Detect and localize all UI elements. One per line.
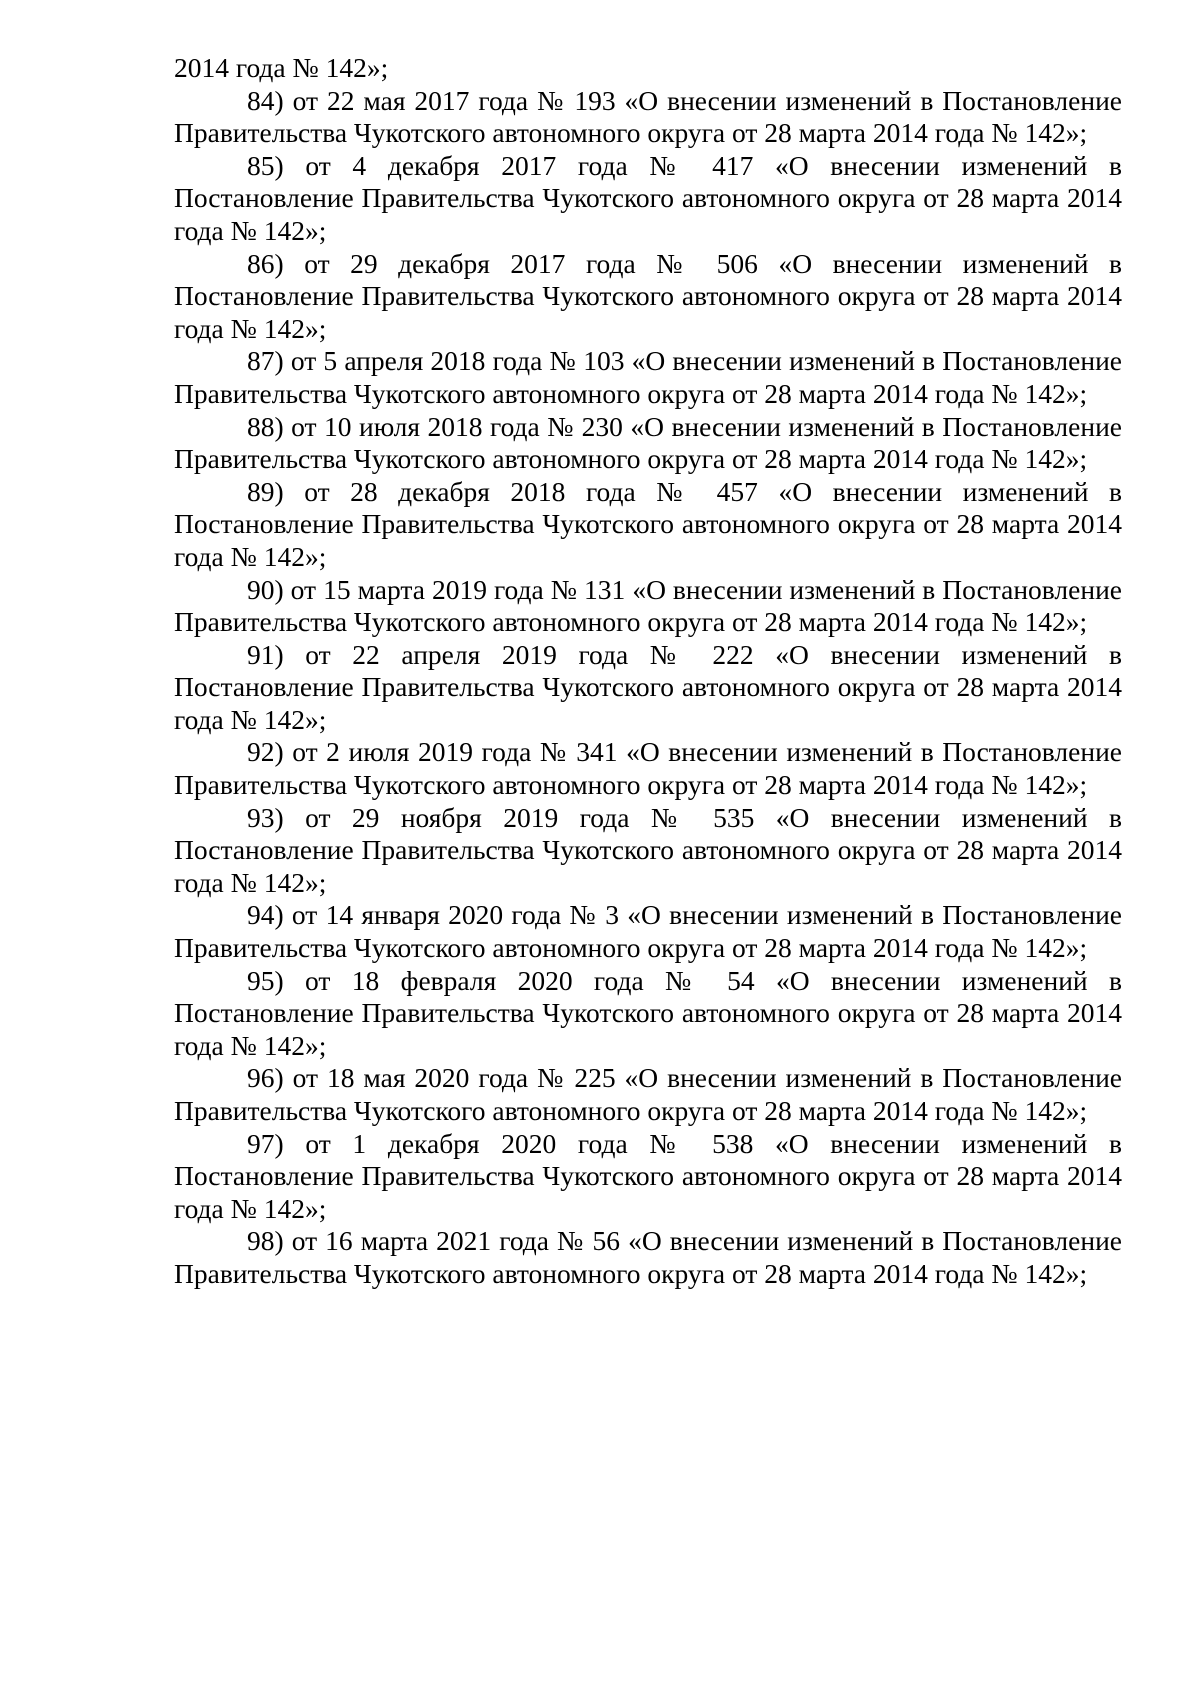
list-item-92: 92) от 2 июля 2019 года № 341 «О внесении изменений в Постановление Правительства Чукотского автономного округа от 28 марта 2014 года № 142»; <box>174 736 1122 801</box>
list-item-94: 94) от 14 января 2020 года № 3 «О внесении изменений в Постановление Правительства Чукотского автономного округа от 28 марта 2014 года № 142»; <box>174 899 1122 964</box>
list-item-90: 90) от 15 марта 2019 года № 131 «О внесении изменений в Постановление Правительства Чукотского автономного округа от 28 марта 2014 года № 142»; <box>174 573 1122 638</box>
list-item-86: 86) от 29 декабря 2017 года № 506 «О внесении изменений в Постановление Правительства Чукотского автономного округа от 28 марта 2014 года № 142»; <box>174 247 1122 344</box>
continuation-line: 2014 года № 142»; <box>174 52 389 83</box>
list-item-98: 98) от 16 марта 2021 года № 56 «О внесении изменений в Постановление Правительства Чукотского автономного округа от 28 марта 2014 года № 142»; <box>174 1225 1122 1289</box>
list-item-85: 85) от 4 декабря 2017 года № 417 «О внесении изменений в Постановление Правительства Чукотского автономного округа от 28 марта 2014 года № 142»; <box>174 149 1122 246</box>
list-item-96: 96) от 18 мая 2020 года № 225 «О внесении изменений в Постановление Правительства Чукотского автономного округа от 28 марта 2014 года № 142»; <box>174 1062 1122 1126</box>
list-item-89: 89) от 28 декабря 2018 года № 457 «О внесении изменений в Постановление Правительства Чукотского автономного округа от 28 марта 2014 года № 142»; <box>174 475 1122 572</box>
list-item-84: 84) от 22 мая 2017 года № 193 «О внесении изменений в Постановление Правительства Чукотского автономного округа от 28 марта 2014 года № 142»; <box>174 84 1122 149</box>
list-item-88: 88) от 10 июля 2018 года № 230 «О внесении изменений в Постановление Правительства Чукотского автономного округа от 28 марта 2014 года № 142»; <box>174 410 1122 475</box>
document-page <box>174 52 1122 1291</box>
list-item-93: 93) от 29 ноября 2019 года № 535 «О внесении изменений в Постановление Правительства Чукотского автономного округа от 28 марта 2014 года № 142»; <box>174 801 1122 898</box>
list-item-95: 95) от 18 февраля 2020 года № 54 «О внесении изменений в Постановление Правительства Чукотского автономного округа от 28 марта 2014 года № 142»; <box>174 964 1122 1061</box>
list-item-91: 91) от 22 апреля 2019 года № 222 «О внесении изменений в Постановление Правительства Чукотского автономного округа от 28 марта 2014 года № 142»; <box>174 638 1122 735</box>
list-item-97: 97) от 1 декабря 2020 года № 538 «О внесении изменений в Постановление Правительства Чукотского автономного округа от 28 марта 2014 года № 142»; <box>174 1127 1122 1224</box>
list-item-87: 87) от 5 апреля 2018 года № 103 «О внесении изменений в Постановление Правительства Чукотского автономного округа от 28 марта 2014 года № 142»; <box>174 345 1122 409</box>
